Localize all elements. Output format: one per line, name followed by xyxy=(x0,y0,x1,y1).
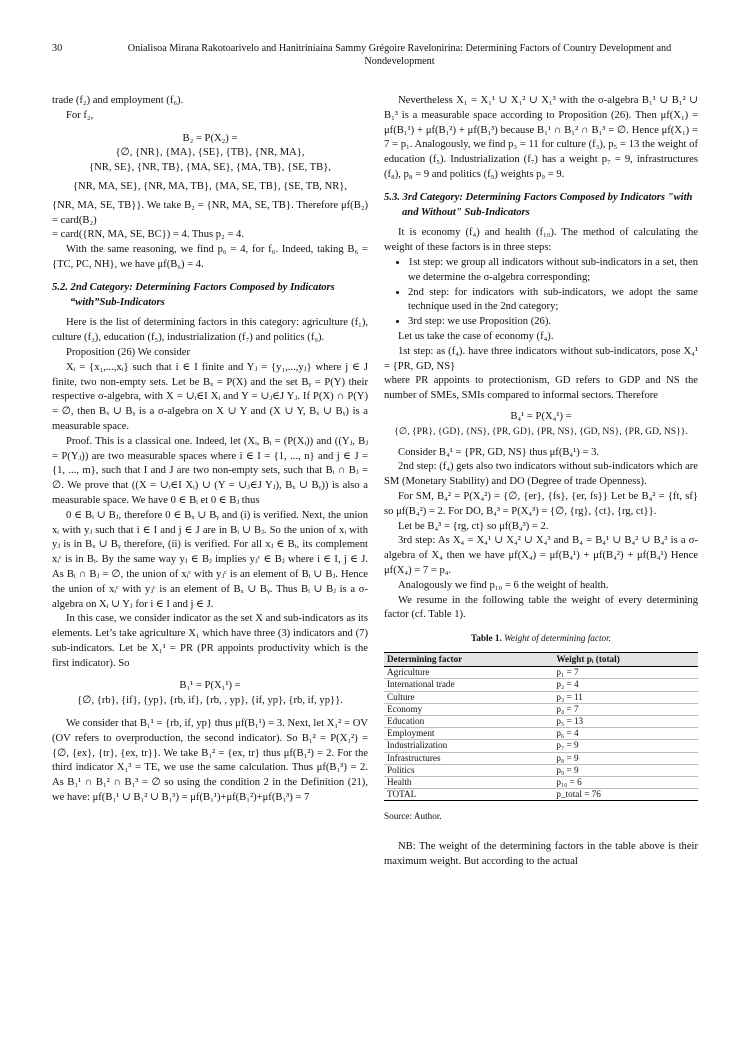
table-row xyxy=(384,752,698,764)
equation: {∅, {rb}, {if}, {yp}, {rb, if}, {rb, , yp}, {if, yp}, {rb, if, yp}}. xyxy=(77,695,343,707)
table-cell: p₅ = 13 xyxy=(553,715,698,727)
equation: B₂ = P(X₂) = xyxy=(182,132,238,144)
table-cell: p₃ = 11 xyxy=(553,691,698,703)
table-cell: Politics xyxy=(384,764,553,776)
table-cell: Education xyxy=(384,715,553,727)
table-cell: p_total = 76 xyxy=(553,789,698,801)
table-row xyxy=(384,776,698,788)
table-cell: Industrialization xyxy=(384,740,553,752)
table-cell: p₇ = 9 xyxy=(553,740,698,752)
table-cell: Economy xyxy=(384,703,553,715)
paragraph: Proposition (26) We consider xyxy=(66,346,191,358)
paragraph: 3rd step: As X₄ = X₄¹ ∪ X₄² ∪ X₄³ and B₄ = B₄¹ ∪ B₄² ∪ B₄³ is a σ-algebra of X₄ then we have μf(X₄) = μf(B₄¹) + μf(B₄²) + μf(B₄¹) Hence μf(X₄) = 7 = p₄. xyxy=(384,535,698,576)
list-item: • 3rd step: we use Proposition (26). xyxy=(408,315,698,330)
table-caption-label: Table 1. xyxy=(471,633,502,644)
paragraph: {NR, MA, SE, TB}}. We take B₂ = {NR, MA, SE, TB}. Therefore μf(B₂) = card(B₂) xyxy=(52,199,368,226)
paragraph: = card({RN, MA, SE, BC}) = 4. Thus p₂ = 4. xyxy=(52,229,244,241)
table-cell: p₆ = 4 xyxy=(553,728,698,740)
table-row xyxy=(384,789,698,801)
table-cell: p₁₀ = 6 xyxy=(553,776,698,788)
table-cell: International trade xyxy=(384,679,553,691)
table-header-cell: Weight pᵢ (total) xyxy=(553,652,698,666)
paragraph: Let be B₄³ = {rg, ct} so μf(B₄³) = 2. xyxy=(398,520,549,532)
table-row xyxy=(384,667,698,679)
paragraph: For SM, B₄² = P(X₄²) = {∅, {er}, {fs}, {er, fs}} Let be B₄² = {ft, sf} so μf(B₄²) = 2. For DO, B₄³ = P(X₄³) = {∅, {rg}, {ct}, {rg, ct}}. xyxy=(384,490,698,517)
table-row xyxy=(384,691,698,703)
table-row xyxy=(384,679,698,691)
paragraph: 1st step: as (f₄). have three indicators without sub-indicators, pose X₄¹ = {PR, GD, NS} xyxy=(384,345,698,372)
paragraph: For f₂, xyxy=(66,109,94,121)
list-item: • 1st step: we group all indicators without sub-indicators in a set, then we determine the σ-algebra corresponding; xyxy=(408,256,698,286)
section-heading: 5.3. 3rd Category: Determining Factors Composed by Indicators "with and Without" Sub-Indicators xyxy=(384,191,693,218)
section-heading: 5.2. 2nd Category: Determining Factors Composed by Indicators “with”Sub-Indicators xyxy=(52,281,335,308)
paragraph: Nevertheless X₁ = X₁¹ ∪ X₁² ∪ X₁³ with the σ-algebra B₁¹ ∪ B₁² ∪ B₁³ is a measurable space according to Proposition (26). Then μf(X₁) = μf(B₁¹) + μf(B₁²) + μf(B₁³) because B₁¹ ∩ B₁² ∩ B₁³ = ∅. Hence μf(X₁) = 7 = p₁. Analogously, we find p₃ = 11 for culture (f₃), p₅ = 13 the weight of education (f₅). Industrialization (f₇) has a weight p₇ = 9, infrastructures (f₈), p₈ = 9 and politics (f₉) weights p₉ = 9. xyxy=(384,95,698,180)
paragraph: We resume in the following table the weight of every determining factor (cf. Table 1). xyxy=(384,594,698,621)
paragraph: Consider B₄¹ = {PR, GD, NS} thus μf(B₄¹) = 3. xyxy=(398,446,600,458)
paragraph: 0 ∈ Bᵢ ∪ Bⱼ, therefore 0 ∈ Bₓ ∪ Bᵧ and (i) is verified. Next, the union xᵢ with yⱼ such that i ∈ I and j ∈ J are in Bᵢ ∪ Bⱼ. So the union of xᵢ with yⱼ is in Bₓ ∪ Bᵧ therefore, (ii) is verified. For all xⱼ ∈ Bᵢ, its complement xᵢᶜ is in Bᵢ. By the same way yⱼ ∈ Bⱼ implies yⱼᶜ ∈ Bⱼ where i ∈ I, j ∈ J. As Bᵢ ∩ Bⱼ = ∅, the union of xᵢᶜ with yⱼᶜ is an element of Bᵢ ∪ Bⱼ. Hence the union of xᵢᶜ with yⱼᶜ is an element of Bₓ ∪ Bᵧ. Thus Bᵢ ∪ Bⱼ is a σ-algebra on Xᵢ ∪ Yⱼ for i ∈ I and j ∈ J. xyxy=(52,509,368,610)
paragraph: NB: The weight of the determining factors in the table above is their maximum weight. But according to the actual xyxy=(384,841,698,867)
paragraph: With the same reasoning, we find p₆ = 4, for f₆. Indeed, taking B₆ = {TC, PC, NH}, we have μf(B₆) = 4. xyxy=(52,244,368,270)
table-cell: Infrastructures xyxy=(384,752,553,764)
paragraph: Xᵢ = {x₁,...,xᵢ} such that i ∈ I finite and Yⱼ = {y₁,...,yⱼ} where j ∈ J finite, two non-empty sets. Let be Bₓ = P(X) and the set Bᵧ = P(Y) their respective σ-algebra, with X = ∪ᵢ∈I Xᵢ and Y = ∪ⱼ∈J Yⱼ. If P(X) ∩ P(Y) = ∅, then Bₓ ∪ Bᵧ is a σ-algebra on X ∪ Y and (X ∪ Y, Bₓ ∪ Bᵧ) is a measurable space. xyxy=(52,361,368,432)
paragraph: In this case, we consider indicator as the set X and sub-indicators as its elements. Let’s take agriculture X₁ which have three (3) indicators and (7) sub-indicators. Let be X₁¹ = PR (PR appoints productivity which is the first indicator). So xyxy=(52,613,368,669)
running-header xyxy=(52,43,692,73)
equation: {∅, {NR}, {MA}, {SE}, {TB}, {NR, MA}, xyxy=(115,147,305,159)
steps-list xyxy=(384,256,698,330)
page-number: 30 xyxy=(52,43,63,54)
paragraph: Proof. This is a classical one. Indeed, let (Xᵢ, Bᵢ = (P(Xᵢ)) and ((Yⱼ, Bⱼ = P(Yⱼ)) are two measurable spaces where i ∈ I = {1, ..., n} and j ∈ J = {1, ..., m}, such that I and J are two non-empty sets, such that Bᵢ ∩ Bⱼ = ∅. We prove that ((X = ∪ᵢ∈I Xᵢ) ∪ (Y = ∪ⱼ∈J Yⱼ), Bₓ ∪ Bᵧ)) is also a measurable space. We have 0 ∈ Bᵢ et 0 ∈ Bⱼ thus xyxy=(52,435,368,506)
table-caption-text: Weight of determining factor. xyxy=(501,633,611,644)
equation: B₁¹ = P(X₁¹) = xyxy=(179,680,241,692)
paragraph: We consider that B₁¹ = {rb, if, yp} thus μf(B₁¹) = 3. Next, let X₁² = OV (OV refers to overproduction, the second indicator). So B₁² = P(X₁²) = {∅, {ex}, {tr}, {ex, tr}}. We take B₁² = {ex, tr} thus μf(B₁²) = 2. For the third indicator X₁³ = TE, we use the same calculation. Thus μf(B₁³) = 2. As B₁¹ ∩ B₁² ∩ B₁³ = ∅ so using the condition 2 in the Definition (21), we have: μf(B₁¹ ∪ B₁² ∪ B₁³) = μf(B₁¹)+μf(B₁²)+μf(B₁³) = 7 xyxy=(52,718,368,804)
table-row xyxy=(384,740,698,752)
table-cell: TOTAL xyxy=(384,789,553,801)
right-column xyxy=(384,94,698,870)
table-cell: Health xyxy=(384,776,553,788)
table-header-cell: Determining factor xyxy=(384,652,553,666)
equation: {NR, MA, SE}, {NR, MA, TB}, {MA, SE, TB}, {SE, TB, NR}, xyxy=(72,180,348,192)
table-row xyxy=(384,728,698,740)
equation: {NR, SE}, {NR, TB}, {MA, SE}, {MA, TB}, {SE, TB}, xyxy=(89,162,331,174)
table-row xyxy=(384,715,698,727)
table-row xyxy=(384,703,698,715)
paragraph: trade (f₂) and employment (f₆). xyxy=(52,95,184,106)
paragraph: It is economy (f₄) and health (f₁₀). The method of calculating the weight of these factors is in three steps: xyxy=(384,227,698,254)
table-cell: p₈ = 9 xyxy=(553,752,698,764)
equation: B₄¹ = P(X₄¹) = xyxy=(510,410,572,422)
table-cell: Employment xyxy=(384,728,553,740)
paragraph: Here is the list of determining factors in this category: agriculture (f₁), culture (f₃), education (f₅), industrialization (f₇) and politics (f₉). xyxy=(52,317,368,344)
equation: {∅, {PR}, {GD}, {NS}, {PR, GD}, {PR, NS}, {GD, NS}, {PR, GD, NS}}. xyxy=(394,425,688,437)
table-row xyxy=(384,764,698,776)
paragraph: 2nd step: (f₄) gets also two indicators without sub-indicators which are SM (Monetary Stability) and DO (Degree of trade Openness). xyxy=(384,461,698,488)
left-column xyxy=(52,94,368,806)
table-cell: p₁ = 7 xyxy=(553,667,698,679)
table-cell: Culture xyxy=(384,691,553,703)
running-title: Onialisoa Mirana Rakotoarivelo and Hanitriniaina Sammy Grégoire Ravelonirina: Determining Factors of Country Development and Nondevelopment xyxy=(127,43,672,67)
paragraph: Let us take the case of economy (f₄). xyxy=(398,330,554,342)
list-item: • 2nd step: for indicators with sub-indicators, we adopt the same technique used in the 2nd category; xyxy=(408,286,698,316)
table-source: Source: Author. xyxy=(384,811,442,822)
table-header-row xyxy=(384,652,698,666)
table-cell: p₄ = 7 xyxy=(553,703,698,715)
table-cell: Agriculture xyxy=(384,667,553,679)
table-cell: p₉ = 9 xyxy=(553,764,698,776)
table-caption xyxy=(384,631,698,646)
table-cell: p₂ = 4 xyxy=(553,679,698,691)
paragraph: Analogously we find p₁₀ = 6 the weight of health. xyxy=(398,579,609,591)
weights-table xyxy=(384,652,698,801)
paragraph: where PR appoints to protectionism, GD refers to GDP and NS the number of SMEs, SMIs compared to informal sectors. Therefore xyxy=(384,375,698,402)
